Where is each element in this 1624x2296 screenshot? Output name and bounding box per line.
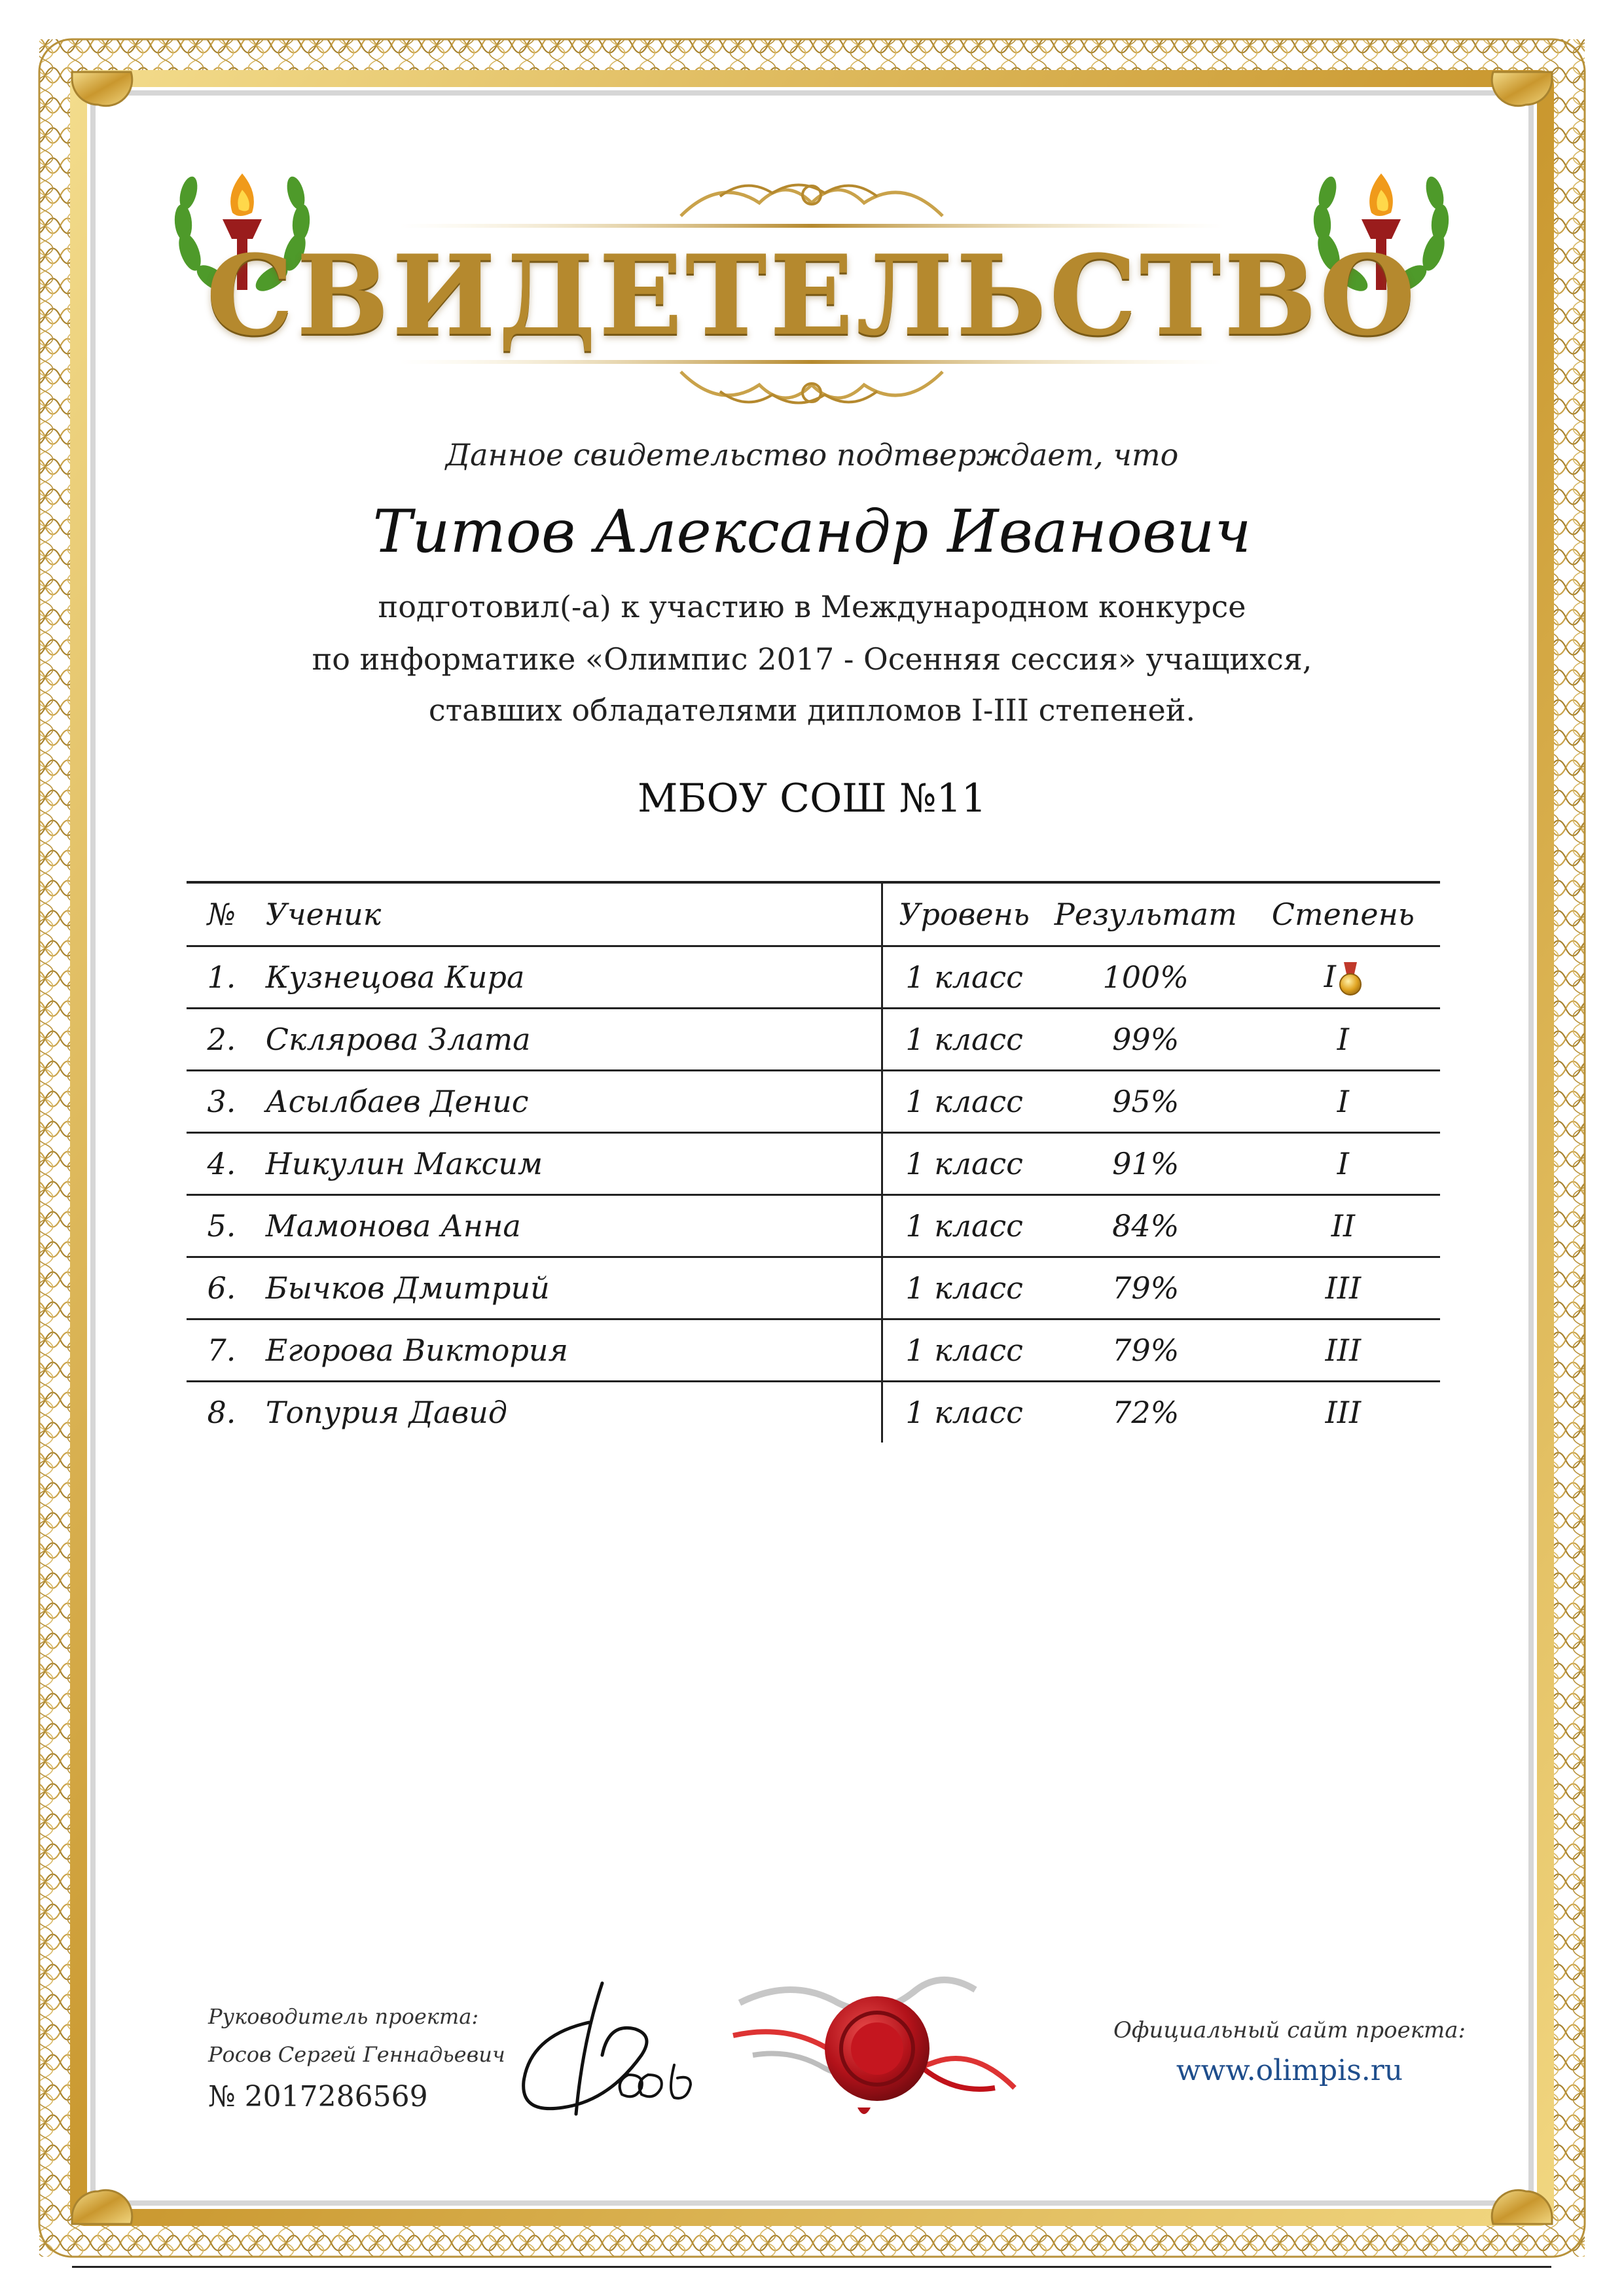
row-degree: III xyxy=(1325,1395,1362,1430)
row-degree: III xyxy=(1246,1319,1440,1382)
row-level: 1 класс xyxy=(882,1195,1045,1257)
row-student: Бычков Дмитрий xyxy=(257,1257,882,1319)
row-level: 1 класс xyxy=(882,1257,1045,1319)
table-row xyxy=(187,1133,1440,1195)
intro-text: Данное свидетельство подтверждает, что xyxy=(445,437,1179,473)
row-student: Кузнецова Кира xyxy=(257,946,882,1009)
row-degree-cell xyxy=(1246,946,1440,1009)
gold-medal-icon xyxy=(1339,962,1362,996)
row-student: Топурия Давид xyxy=(265,1395,507,1430)
row-student: Егорова Виктория xyxy=(257,1319,882,1382)
title-ornament-bottom xyxy=(399,360,1224,403)
body-text-line-2: по информатике «Олимпис 2017 - Осенняя сессия» учащихся, xyxy=(312,641,1312,677)
body-text-line-3: ставших обладателями дипломов I-III степеней. xyxy=(428,692,1196,728)
row-student: Асылбаев Денис xyxy=(257,1071,882,1133)
row-result: 95% xyxy=(1045,1071,1246,1133)
row-result: 79% xyxy=(1045,1257,1246,1319)
row-number: 5. xyxy=(187,1195,257,1257)
row-result: 84% xyxy=(1045,1195,1246,1257)
row-result: 79% xyxy=(1045,1319,1246,1382)
row-degree: III xyxy=(1246,1257,1440,1319)
row-result: 99% xyxy=(1045,1009,1246,1071)
table-row xyxy=(187,1071,1440,1133)
row-level: 1 класс xyxy=(882,946,1045,1009)
title-ornament-top xyxy=(399,185,1224,228)
row-degree: I xyxy=(1246,1071,1440,1133)
website-label: Официальный сайт проекта: xyxy=(1113,2017,1466,2043)
row-student: Склярова Злата xyxy=(257,1009,882,1071)
row-student: Никулин Максим xyxy=(257,1133,882,1195)
table-row xyxy=(187,1195,1440,1257)
row-student: Мамонова Анна xyxy=(257,1195,882,1257)
row-level: 1 класс xyxy=(882,1071,1045,1133)
row-number: 7. xyxy=(187,1319,257,1382)
row-result: 72% xyxy=(1112,1395,1180,1430)
row-number: 6. xyxy=(187,1257,257,1319)
row-degree: I xyxy=(1246,1009,1440,1071)
table-row xyxy=(187,1009,1440,1071)
website-link[interactable]: www.olimpis.ru xyxy=(1176,2054,1403,2087)
row-level: 1 класс xyxy=(882,1382,1045,1443)
certificate-number: № 2017286569 xyxy=(208,2080,428,2113)
footer-divider xyxy=(72,2266,1551,2268)
certificate-title: СВИДЕТЕЛЬСТВО xyxy=(206,230,1418,360)
table-row xyxy=(187,1319,1440,1382)
row-level: 1 класс xyxy=(882,1009,1045,1071)
wax-seal-icon xyxy=(727,1964,1041,2134)
table-row xyxy=(187,946,1440,1009)
signature-image xyxy=(504,1977,713,2134)
row-number: 1. xyxy=(187,946,257,1009)
row-degree: I xyxy=(1324,958,1336,994)
row-result: 91% xyxy=(1045,1133,1246,1195)
row-number: 2. xyxy=(187,1009,257,1071)
table-row xyxy=(187,1382,1440,1443)
header-number: № xyxy=(187,882,257,946)
row-level: 1 класс xyxy=(882,1133,1045,1195)
row-level: 1 класс xyxy=(882,1319,1045,1382)
school-name: МБОУ СОШ №11 xyxy=(638,776,986,821)
row-result: 100% xyxy=(1045,946,1246,1009)
header-level: Уровень xyxy=(882,882,1045,946)
project-leader-name: Росов Сергей Геннадьевич xyxy=(208,2042,505,2067)
row-degree: I xyxy=(1246,1133,1440,1195)
row-number: 8. xyxy=(207,1395,236,1430)
table-header-row xyxy=(187,882,1440,946)
project-leader-label: Руководитель проекта: xyxy=(208,2004,479,2029)
header-student: Ученик xyxy=(257,882,882,946)
row-number: 4. xyxy=(187,1133,257,1195)
header-result: Результат xyxy=(1045,882,1246,946)
results-table xyxy=(187,881,1440,1443)
header-degree: Степень xyxy=(1246,882,1440,946)
row-number: 3. xyxy=(187,1071,257,1133)
body-text-line-1: подготовил(-а) к участию в Международном конкурсе xyxy=(378,589,1246,624)
recipient-name: Титов Александр Иванович xyxy=(372,497,1252,566)
row-degree: II xyxy=(1246,1195,1440,1257)
table-row xyxy=(187,1257,1440,1319)
